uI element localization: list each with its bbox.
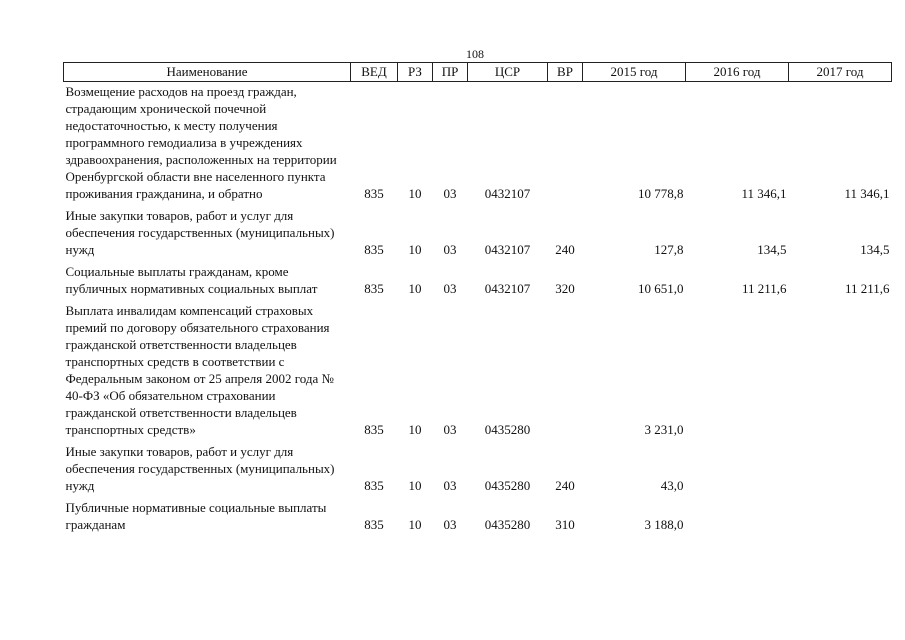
row-2017: 11 346,1	[844, 186, 890, 201]
row-2015: 127,8	[654, 242, 684, 257]
row-rz: 10	[408, 242, 422, 257]
header-name: Наименование	[64, 63, 351, 82]
row-rz: 10	[408, 517, 422, 532]
row-pr: 03	[443, 242, 457, 257]
row-vr: 240	[555, 478, 575, 493]
row-rz: 10	[408, 422, 422, 437]
row-ved: 835	[364, 281, 384, 296]
row-2016: 134,5	[757, 242, 787, 257]
row-2015: 3 231,0	[644, 422, 684, 437]
row-2017: 11 211,6	[844, 281, 890, 296]
header-2015: 2015 год	[583, 63, 686, 82]
row-2017	[789, 442, 892, 498]
row-ved: 835	[364, 478, 384, 493]
header-csr: ЦСР	[468, 63, 548, 82]
row-csr: 0432107	[484, 281, 531, 296]
row-2016	[686, 301, 789, 442]
row-csr: 0435280	[484, 422, 531, 437]
row-vr: 310	[555, 517, 575, 532]
row-2015: 10 651,0	[638, 281, 684, 296]
table-row	[64, 498, 892, 534]
row-csr: 0432107	[484, 186, 531, 201]
row-name: Возмещение расходов на проезд граждан, страдающим хронической почечной недостаточностью, к месту получения программного гемодиализа в учреждениях здравоохранения, расположенных на территории Оренбургской области вне населенного пункта проживания гражданина, и обратно	[65, 84, 337, 201]
row-name: Иные закупки товаров, работ и услуг для обеспечения государственных (муниципальных) нужд	[65, 208, 335, 257]
row-2016: 11 346,1	[741, 186, 787, 201]
row-name: Социальные выплаты гражданам, кроме публичных нормативных социальных выплат	[65, 264, 318, 296]
row-pr: 03	[443, 186, 457, 201]
row-name: Выплата инвалидам компенсаций страховых премий по договору обязательного страхования гражданской ответственности владельцев транспортных средств в соответствии с Федеральным законом от 25 апреля 2002 года № 40-ФЗ «Об обязательном страховании гражданской ответственности владельцев транспортных средств»	[65, 303, 334, 437]
row-pr: 03	[443, 478, 457, 493]
header-2016: 2016 год	[686, 63, 789, 82]
row-ved: 835	[364, 517, 384, 532]
row-vr	[548, 82, 583, 207]
page-number: 108	[466, 47, 484, 61]
row-csr: 0435280	[484, 478, 531, 493]
row-rz: 10	[408, 186, 422, 201]
budget-table	[63, 62, 892, 534]
row-2015: 43,0	[660, 478, 684, 493]
row-2016	[686, 498, 789, 534]
table-row	[64, 206, 892, 262]
row-ved: 835	[364, 422, 384, 437]
row-ved: 835	[364, 242, 384, 257]
row-name: Иные закупки товаров, работ и услуг для обеспечения государственных (муниципальных) нужд	[65, 444, 335, 493]
header-pr: ПР	[433, 63, 468, 82]
row-rz: 10	[408, 281, 422, 296]
header-rz: РЗ	[398, 63, 433, 82]
row-csr: 0435280	[484, 517, 531, 532]
row-2017	[789, 498, 892, 534]
row-name: Публичные нормативные социальные выплаты гражданам	[65, 500, 327, 532]
row-pr: 03	[443, 517, 457, 532]
row-ved: 835	[364, 186, 384, 201]
table-row	[64, 442, 892, 498]
header-ved: ВЕД	[351, 63, 398, 82]
row-2017	[789, 301, 892, 442]
row-vr	[548, 301, 583, 442]
table-row	[64, 262, 892, 301]
table-header-row	[64, 63, 892, 82]
row-vr: 320	[555, 281, 575, 296]
row-csr: 0432107	[484, 242, 531, 257]
row-2015: 3 188,0	[644, 517, 684, 532]
row-vr: 240	[555, 242, 575, 257]
row-pr: 03	[443, 281, 457, 296]
row-2016: 11 211,6	[741, 281, 787, 296]
row-pr: 03	[443, 422, 457, 437]
header-2017: 2017 год	[789, 63, 892, 82]
row-2016	[686, 442, 789, 498]
row-rz: 10	[408, 478, 422, 493]
row-2015: 10 778,8	[638, 186, 684, 201]
table-row	[64, 301, 892, 442]
row-2017: 134,5	[860, 242, 890, 257]
header-vr: ВР	[548, 63, 583, 82]
table-row	[64, 82, 892, 207]
